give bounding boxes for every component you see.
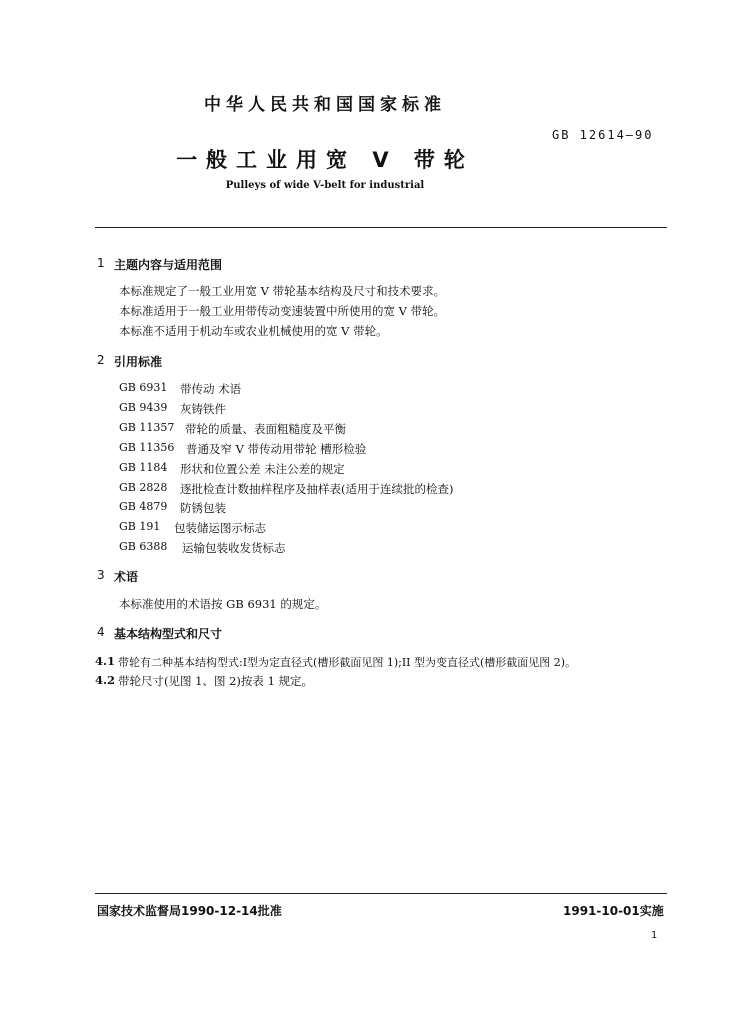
section-title: 基本结构型式和尺寸 [114, 627, 223, 641]
reference-code: GB 191 [119, 520, 161, 533]
reference-title: 形状和位置公差 未注公差的规定 [180, 462, 345, 476]
footer-divider [95, 893, 667, 894]
reference-item [0, 540, 741, 558]
implementation-date: 1991-10-01实施 [563, 904, 664, 918]
section-number: 1 [97, 256, 105, 270]
reference-item [0, 461, 741, 479]
section-2-heading [0, 353, 741, 373]
reference-code: GB 11357 [119, 421, 175, 434]
section-3-heading [0, 568, 741, 588]
reference-item [0, 520, 741, 538]
paragraph: 本标准适用于一般工业用带传动变速装置中所使用的宽 V 带轮。 [119, 304, 446, 318]
reference-code: GB 1184 [119, 461, 168, 474]
reference-code: GB 6388 [119, 540, 168, 553]
reference-item [0, 421, 741, 439]
reference-title: 带传动 术语 [180, 382, 242, 396]
section-4-heading [0, 625, 741, 645]
section-number: 3 [97, 568, 105, 582]
issuing-organization: 中华人民共和国国家标准 [204, 95, 446, 115]
document-title-english: Pulleys of wide V-belt for industrial [225, 180, 425, 191]
section-title: 引用标准 [114, 355, 163, 369]
standard-number: GB 12614—90 [552, 128, 654, 142]
clause-4-1 [0, 654, 741, 672]
page-number: 1 [651, 930, 658, 941]
reference-code: GB 6931 [119, 381, 168, 394]
section-title: 术语 [114, 570, 139, 584]
reference-title: 普通及窄 V 带传动用带轮 槽形检验 [186, 442, 367, 456]
paragraph: 本标准规定了一般工业用宽 V 带轮基本结构及尺寸和技术要求。 [119, 284, 446, 298]
paragraph: 本标准不适用于机动车或农业机械使用的宽 V 带轮。 [119, 324, 388, 338]
section-number: 2 [97, 353, 105, 367]
clause-number: 4.2 [95, 673, 116, 687]
reference-code: GB 11356 [119, 441, 175, 454]
reference-item [0, 481, 741, 499]
section-1-heading [0, 256, 741, 276]
clause-number: 4.1 [95, 654, 116, 668]
reference-item [0, 441, 741, 459]
reference-title: 逐批检查计数抽样程序及抽样表(适用于连续批的检查) [180, 482, 454, 496]
clause-4-2 [0, 673, 741, 691]
reference-code: GB 2828 [119, 481, 168, 494]
clause-text: 带轮尺寸(见图 1、图 2)按表 1 规定。 [118, 674, 314, 688]
reference-title: 带轮的质量、表面粗糙度及平衡 [185, 422, 346, 436]
reference-title: 包装储运图示标志 [174, 521, 266, 535]
approval-note: 国家技术监督局1990-12-14批准 [97, 904, 282, 918]
section-number: 4 [97, 625, 105, 639]
reference-title: 灰铸铁件 [180, 402, 226, 416]
reference-item [0, 500, 741, 518]
reference-code: GB 9439 [119, 401, 168, 414]
paragraph: 本标准使用的术语按 GB 6931 的规定。 [119, 597, 327, 611]
reference-title: 防锈包装 [180, 501, 226, 515]
reference-title: 运输包装收发货标志 [182, 541, 286, 555]
document-title: 一般工业用宽 V 带轮 [176, 148, 474, 172]
reference-item [0, 381, 741, 399]
reference-code: GB 4879 [119, 500, 168, 513]
header-divider [95, 227, 667, 228]
reference-item [0, 401, 741, 419]
section-title: 主题内容与适用范围 [114, 258, 223, 272]
clause-text: 带轮有二种基本结构型式:I型为定直径式(槽形截面见图 1);II 型为变直径式(槽形截面见图 2)。 [118, 656, 577, 669]
